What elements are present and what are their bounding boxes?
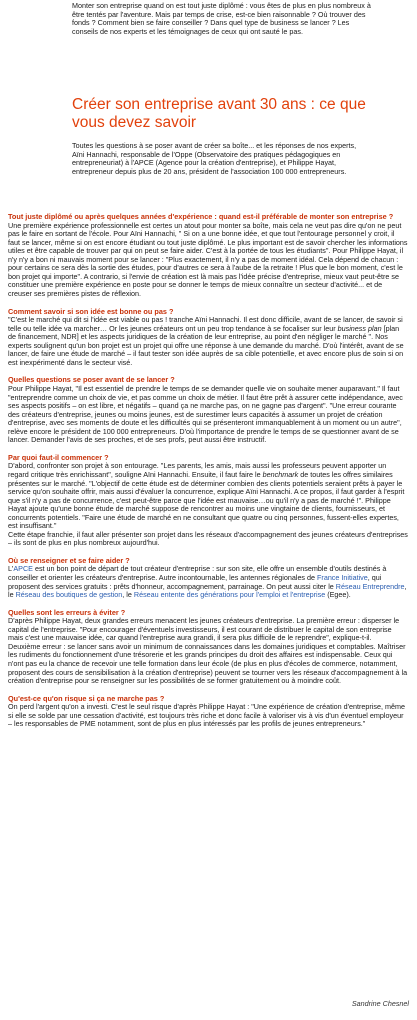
section-text: On perd l'argent qu'on a investi. C'est le seul risque d'après Philippe Hayat : "Une expérience de création d'entreprise, même si elle se solde par une cessation d'activité, est toujours très riche et donc facile à valoriser vis à vis d'un éventuel employeur – les responsables de PME notamment, sont de plus en plus intéressés par les profils de jeunes entrepreneurs." <box>8 702 405 729</box>
link-reseau-entreprendre[interactable]: Réseau Entreprendre <box>335 581 405 591</box>
section-text: D'abord, confronter son projet à son entourage. "Les parents, les amis, mais aussi les professeurs peuvent apporter un regard critique très enrichissant", souligne Aïni Hannachi. Ensuite, il faut faire le benchmark de toutes les offres similaires présentes sur le marché. "L'objectif de cette étude est de déterminer combien des clients potentiels seraient prêts à payer le service qu'on souhaite offrir, mais aussi d'évaluer la concurrence, explique Aïni Hannachi. A ce propos, il faut garder à l'esprit que s'il n'y a pas de concurrence, c'est peut-être parce que l'idée est mauvaise…ou qu'il n'y a pas de marché !". Philippe Hayat ajoute qu'une bonne étude de marché suppose de rencontrer au moins une vingtaine de clients, fournisseurs, et concurrents potentiels. "Faire une étude de marché en ne consultant que quatre ou cinq personnes, fussent-elles expertes, est insuffisant." <box>8 461 405 531</box>
intro-paragraph: Monter son entreprise quand on est tout juste diplômé : vous êtes de plus en plus nombreux à être tentés par l'aventure. Mais par temps de crise, est-ce bien raisonnable ? Où trouver des fonds ? Comment bien se faire conseiller ? Dans quel type de business se lancer ? Les conseils de nos experts et les témoignages de ceux qui ont sauté le pas. <box>72 1 371 36</box>
article-chapo: Toutes les questions à se poser avant de créer sa boîte... et les réponses de nos experts, Aïni Hannachi, responsable de l'Oppe (Observatoire des pratiques pédagogiques en entrepreneuriat) à l'APCE (Agence pour la création d'entreprise), et Philippe Hayat, entrepreneur depuis plus de 20 ans, président de l'association 100 000 entrepreneurs. <box>72 141 357 176</box>
section-text: L'APCE est un bon point de départ de tout créateur d'entreprise : sur son site, elle offre un ensemble d'outils destinés à conseiller et orienter les créateurs d'entreprise. Autre incontournable, les antennes régionales de France Initiative, qui proposent des services gratuits : prêts d'honneur, accompagnement, parrainage. On peut aussi citer le Réseau Entreprendre, le Réseau des boutiques de gestion, le Réseau entente des générations pour l'emploi et l'entreprise (Egee). <box>8 564 407 600</box>
link-france-initiative[interactable]: France Initiative <box>317 573 368 583</box>
section-questions <box>8 376 408 444</box>
link-apce[interactable]: APCE <box>13 564 33 574</box>
section-text: Pour Philippe Hayat, "Il est essentiel de prendre le temps de se demander quelle vie on souhaite mener auparavant." Il faut "entreprendre comme un choix de vie, et pas comme un choix de métier. Il faut être prêt à assurer cette indépendance, avec ses aspects positifs – on est libre, et négatifs – quand ça ne marche pas, on ne gagne pas d'argent". "Une erreur courante des créateurs d'entreprise, jeunes ou moins jeunes, est de surestimer leurs capacités à assumer un projet de création d'entreprise, avec ses moments de doute et les difficultés qui se présenteront immanquablement à un moment ou un autre", relève encore le président de 100 000 entrepreneurs. D'où l'importance de prendre le temps de se questionner avant de se lancer. Demander l'avis de ses proches, et de ses profs, peut aussi être instructif. <box>8 383 403 445</box>
article-body <box>8 213 408 738</box>
section-errors <box>8 609 408 686</box>
section-heading: Comment savoir si son idée est bonne ou pas ? <box>8 306 174 316</box>
section-heading: Qu'est-ce qu'on risque si ça ne marche pas ? <box>8 693 165 703</box>
section-heading: Tout juste diplômé ou après quelques années d'expérience : quand est-il préférable de monter son entreprise ? <box>8 212 394 221</box>
section-timing <box>8 213 408 299</box>
emphasis: benchmark <box>262 469 299 479</box>
section-heading: Quelles questions se poser avant de se lancer ? <box>8 375 175 385</box>
link-reseau-boutiques-gestion[interactable]: Réseau des boutiques de gestion <box>15 590 123 600</box>
section-heading: Par quoi faut-il commencer ? <box>8 452 109 462</box>
section-text: D'après Philippe Hayat, deux grandes erreurs menacent les jeunes créateurs d'entreprise. La première erreur : disperser le capital de l'entreprise. "Pour encourager d'éventuels investisseurs, il est courant de distribuer le capital de son entreprise mais c'est une mauvaise idée, car quand l'entreprise aura grandi, il sera plus difficile de le reprendre", explique-t-il. <box>8 616 400 643</box>
article-title: Créer son entreprise avant 30 ans : ce que vous devez savoir <box>72 96 366 131</box>
emphasis: business plan <box>337 323 382 333</box>
section-text: Une première expérience professionnelle est certes un atout pour monter sa boîte, mais cela ne veut pas dire qu'on ne peut pas le faire en sortant de l'école. Pour Aïni Hannachi, " Si on a une bonne idée, et que tout l'entourage personnel y croit, il faut se lancer, même si on est encore étudiant ou tout juste diplômé. Le plus important est de savoir chercher les informations utiles et être capable de trouver par qui on peut se faire aider. C'est à la portée de tous les étudiants". Pour Philippe Hayat, il n'y n'y a bon ni mauvais moment pour se lancer : "Plus exactement, il n'y a pas de moment idéal. Cela dépend de chacun : pour certains ce sera dès la sortie des études, pour d'autres ce sera à l'aube de la retraite ! Plus que le bon moment, c'est le bon projet qui importe". A contrario, si l'envie de création est là mais pas l'idée précise d'entreprise, mieux vaut peut-être se constituer une première expérience en poste pour se donner le temps de mieux connaître un secteur d'activité... et de creuser ses premières pistes de réflexion. <box>8 220 408 298</box>
section-help <box>8 557 408 600</box>
section-heading: Quelles sont les erreurs à éviter ? <box>8 607 126 617</box>
section-risk <box>8 695 408 729</box>
section-text: Deuxième erreur : se lancer sans avoir un minimum de connaissances dans les domaines juridiques et comptables. Maîtriser les rudiments du fonctionnement d'une trésorerie et les grands principes du droit des affaires est indispensable. Ceux qui n'ont pas eu la chance de recevoir une telle formation dans leur école (de plus en plus d'écoles de commerce, notamment, proposent des cours de sensibilisation à la création d'entreprise) peuvent se tourner vers les réseaux d'accompagnement à la création d'entreprise pour se renseigner sur les possibilités de se former gratuitement ou à moindre coût. <box>8 641 408 686</box>
section-heading: Où se renseigner et se faire aider ? <box>8 555 130 565</box>
link-reseau-egee[interactable]: Réseau entente des générations pour l'emploi et l'entreprise <box>133 590 326 600</box>
section-text: "C'est le marché qui dit si l'idée est viable ou pas ! tranche Aïni Hannachi. Il est donc difficile, avant de se lancer, de savoir si telle ou telle idée va marcher… Or les jeunes créateurs ont un peu trop tendance à se focaliser sur leur business plan [plan de financement, NDR] et les aspects juridiques de la création de leur entreprise, au point d'en négliger le marché ". Nos experts soulignent qu'un bon projet est un projet qui offre une réponse à une demande du marché. D'où l'intérêt, avant de se lancer, de faire une étude de marché – il faut tester son idée auprès de sa cible potentielle, et avec encore plus de soin si on est inexpérimenté dans le secteur visé. <box>8 315 404 367</box>
section-text: Cette étape franchie, il faut aller présenter son projet dans les réseaux d'accompagnement des jeunes créateurs d'entreprises – ils sont de plus en plus nombreux aujourd'hui. <box>8 529 408 548</box>
section-idea <box>8 308 408 368</box>
author-signature: Sandrine Chesnel <box>351 999 409 1008</box>
section-start <box>8 454 408 548</box>
